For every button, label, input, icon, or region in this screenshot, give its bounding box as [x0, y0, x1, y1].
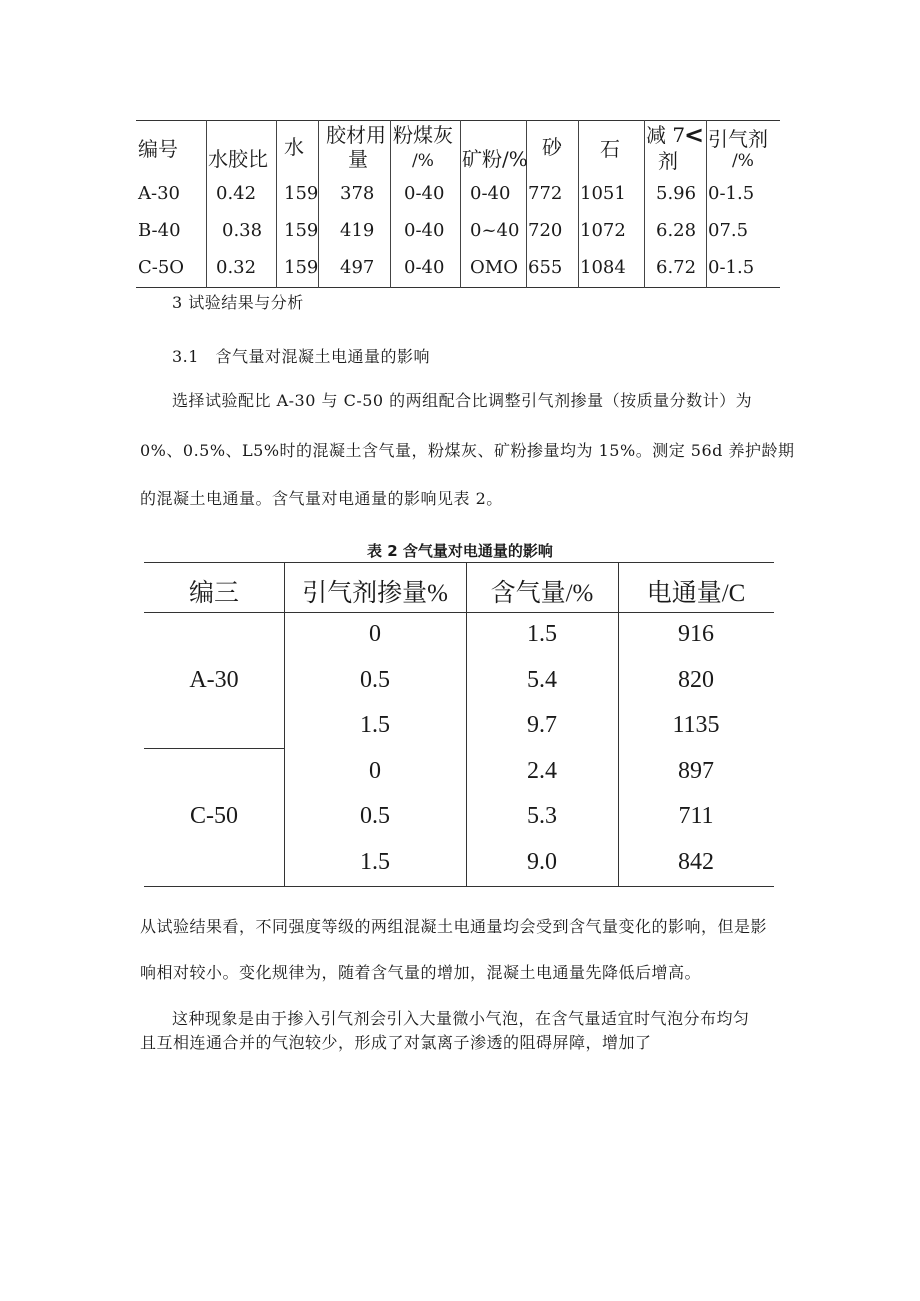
table1-cell: 6.72	[656, 257, 697, 278]
table2-cell: 0.5	[360, 803, 390, 829]
table1-cell: 0-40	[470, 183, 511, 204]
table2-cell: 9.7	[527, 712, 557, 738]
paragraph-line: 响相对较小。变化规律为，随着含气量的增加，混凝土电通量先降低后增高。	[140, 963, 702, 982]
table1-cell: A-30	[138, 183, 180, 204]
header-slag: 矿粉/%	[462, 147, 528, 171]
header-air-entraining-agent: /%	[732, 151, 754, 171]
table2-bottom-border	[144, 886, 774, 887]
table1-cell: C-5O	[138, 257, 185, 278]
table2-cell: 820	[678, 667, 714, 693]
table2-cell: 1.5	[360, 849, 390, 875]
paragraph-line: 这种现象是由于掺入引气剂会引入大量微小气泡，在含气量适宜时气泡分布均匀	[172, 1009, 750, 1028]
table1-cell: B-40	[138, 220, 181, 241]
table1-cell: 0.42	[216, 183, 257, 204]
table2-cell: 0.5	[360, 667, 390, 693]
mix-proportion-table	[136, 120, 780, 288]
paragraph-line: 从试验结果看，不同强度等级的两组混凝土电通量均会受到含气量变化的影响，但是影	[140, 917, 768, 936]
header-group: 编三	[188, 580, 239, 607]
section-3-title: 3 试验结果与分析	[172, 293, 304, 312]
table1-cell: 07.5	[708, 220, 749, 241]
table1-cell: 0-1.5	[708, 257, 755, 278]
table1-cell: 0-40	[404, 257, 445, 278]
table1-cell: 378	[340, 183, 375, 204]
header-stone: 石	[600, 137, 620, 161]
table1-col-divider	[526, 120, 527, 288]
table1-col-divider	[276, 120, 277, 288]
table1-col-divider	[206, 120, 207, 288]
table2-cell: 5.4	[527, 667, 557, 693]
paragraph-line: 的混凝土电通量。含气量对电通量的影响见表 2。	[140, 489, 503, 508]
table1-cell: 772	[528, 183, 563, 204]
section-3-1-title: 3.1 含气量对混凝土电通量的影响	[172, 347, 430, 366]
paragraph-line: 选择试验配比 A-30 与 C-50 的两组配合比调整引气剂掺量（按质量分数计）为	[172, 391, 753, 410]
header-water-binder-ratio: 水胶比	[208, 147, 268, 171]
table1-cell: 6.28	[656, 220, 697, 241]
table1-cell: 1084	[580, 257, 626, 278]
header-water: 水	[284, 135, 304, 159]
table2-caption: 表 2 含气量对电通量的影响	[367, 542, 553, 560]
table1-cell: 497	[340, 257, 375, 278]
header-reducer: 剂	[658, 149, 678, 173]
table2-cell: 1.5	[527, 621, 557, 647]
table1-col-divider	[460, 120, 461, 288]
header-sand: 砂	[542, 135, 562, 159]
table2-cell: 9.0	[527, 849, 557, 875]
table1-cell: 159	[284, 183, 319, 204]
header-air-content: 含气量/%	[490, 580, 594, 607]
header-electric-flux: 电通量/C	[646, 580, 746, 607]
table1-cell: 0.32	[216, 257, 257, 278]
table1-cell: 5.96	[656, 183, 697, 204]
table1-col-divider	[390, 120, 391, 288]
table1-cell: 419	[340, 220, 375, 241]
header-binder: 量	[348, 147, 368, 171]
table2-cell: 1135	[672, 712, 720, 738]
table1-cell: 720	[528, 220, 563, 241]
table2-cell: 842	[678, 849, 714, 875]
table1-cell: 0.38	[222, 220, 263, 241]
table2-header-border	[144, 612, 774, 613]
table2-top-border	[144, 562, 774, 563]
header-fly-ash: 粉煤灰	[393, 123, 453, 147]
table1-cell: 1072	[580, 220, 626, 241]
table1-cell: 0-40	[404, 183, 445, 204]
paragraph-line: 且互相连通合并的气泡较少，形成了对氯离子渗透的阻碍屏障，增加了	[140, 1033, 652, 1052]
table1-cell: 1051	[580, 183, 626, 204]
table2-group-border	[144, 748, 284, 749]
header-binder: 胶材用	[326, 123, 386, 147]
table2-cell: 711	[678, 803, 714, 829]
table1-cell: 159	[284, 220, 319, 241]
table1-col-divider	[578, 120, 579, 288]
header-air-entraining-agent: 引气剂	[708, 127, 768, 151]
air-content-flux-table	[144, 562, 774, 887]
group-label: C-50	[190, 803, 238, 829]
header-less-than: <	[684, 121, 705, 149]
table2-cell: 5.3	[527, 803, 557, 829]
table1-col-divider	[644, 120, 645, 288]
table2-cell: 1.5	[360, 712, 390, 738]
table2-cell: 0	[369, 758, 381, 784]
table2-cell: 2.4	[527, 758, 557, 784]
table2-cell: 0	[369, 621, 381, 647]
header-reducer: 减 7	[646, 123, 686, 147]
table1-cell: 0-1.5	[708, 183, 755, 204]
table1-bottom-border	[136, 287, 780, 288]
paragraph-line: 0%、0.5%、L5%时的混凝土含气量，粉煤灰、矿粉掺量均为 15%。测定 56d 养护龄期	[140, 441, 795, 460]
header-no: 编号	[138, 137, 178, 161]
group-label: A-30	[189, 667, 239, 693]
table2-cell: 897	[678, 758, 714, 784]
table1-cell: 655	[528, 257, 563, 278]
table1-cell: OMO	[470, 257, 518, 278]
header-aea-dosage: 引气剂掺量%	[302, 580, 448, 607]
table1-cell: 159	[284, 257, 319, 278]
table1-cell: 0~40	[470, 220, 520, 241]
header-fly-ash: /%	[412, 151, 434, 171]
table2-cell: 916	[678, 621, 714, 647]
table1-col-divider	[706, 120, 707, 288]
table1-cell: 0-40	[404, 220, 445, 241]
